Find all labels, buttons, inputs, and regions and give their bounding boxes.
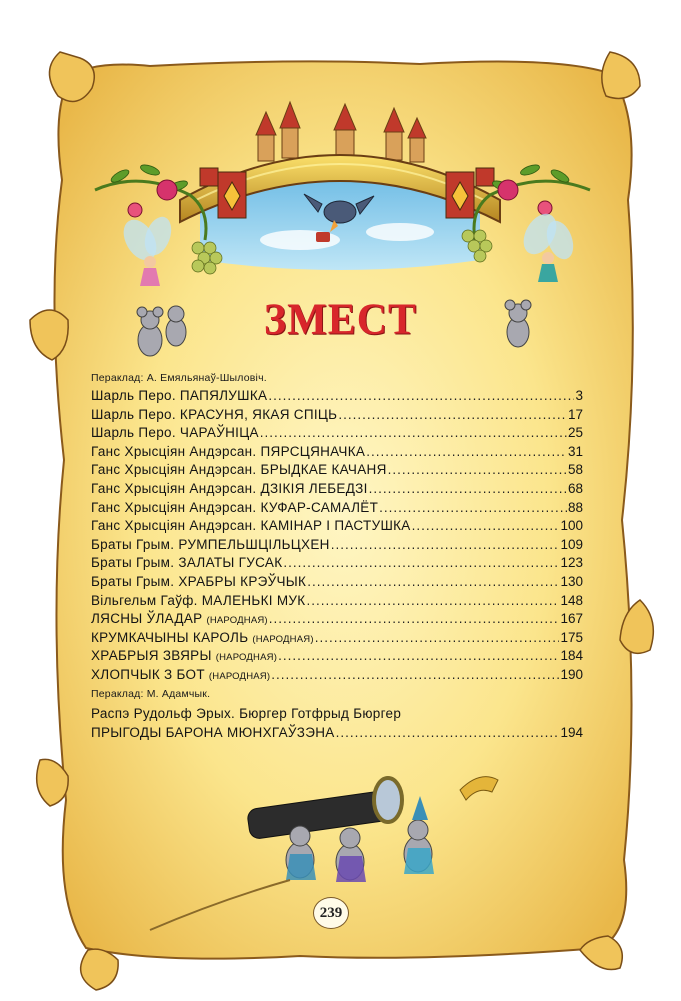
leader-dots — [268, 387, 574, 406]
leader-dots — [260, 424, 567, 443]
page-ref: 68 — [567, 480, 583, 496]
story-title: КРУМКАЧЫНЫ КАРОЛЬ — [91, 629, 249, 645]
story-title: ХЛОПЧЫК З БОТ — [91, 666, 205, 682]
leader-dots — [369, 480, 567, 499]
leader-dots — [366, 443, 567, 462]
translator-credit: Пераклад: А. Емяльянаў-Шыловіч. — [91, 372, 267, 384]
story-title: ПАПЯЛУШКА — [179, 388, 268, 403]
story-title: ХРАБРЫЯ ЗВЯРЫ — [91, 648, 212, 664]
toc-entry[interactable] — [91, 554, 583, 573]
page-ref: 194 — [560, 725, 583, 740]
author-name: Ганс Хрысціян Андэрсан. — [91, 443, 261, 459]
page-ref: 175 — [560, 629, 583, 645]
toc-entry[interactable] — [91, 647, 583, 666]
author-name: Браты Грым. — [91, 573, 179, 589]
page-title: ЗМЕСТ — [263, 295, 418, 345]
toc-entry[interactable] — [91, 424, 583, 443]
author-name: Ганс Хрысціян Андэрсан. — [91, 518, 261, 534]
story-title: МАЛЕНЬКІ МУК — [201, 592, 306, 608]
authors-line: Распэ Рудольф Эрых. Бюргер Готфрыд Бюргер — [91, 706, 402, 721]
story-title: ПРЫГОДЫ БАРОНА МЮНХГАЎЗЭНА — [91, 725, 335, 740]
story-title: РУМПЕЛЬШЦІЛЬЦХЕН — [178, 536, 330, 552]
page-ref: 109 — [560, 536, 583, 552]
page-ref: 148 — [560, 592, 583, 608]
toc-entry[interactable] — [91, 573, 583, 592]
leader-dots — [388, 461, 567, 480]
page-ref: 3 — [575, 388, 583, 403]
leader-dots — [331, 536, 560, 555]
story-title: ДЗІКІЯ ЛЕБЕДЗІ — [260, 480, 368, 496]
toc-entry[interactable] — [91, 592, 583, 611]
page-ref: 31 — [567, 443, 583, 459]
author-name: Ганс Хрысціян Андэрсан. — [91, 480, 261, 496]
author-name: Шарль Перо. — [91, 388, 180, 403]
author-name: Вільгельм Гаўф. — [91, 592, 202, 608]
story-note: (НАРОДНАЯ) — [215, 652, 278, 664]
story-title: КУФАР-САМАЛЁТ — [260, 499, 379, 515]
leader-dots — [307, 573, 559, 592]
story-note: (НАРОДНАЯ) — [206, 615, 268, 627]
toc-entry[interactable] — [91, 480, 583, 499]
page-ref: 190 — [560, 666, 583, 682]
story-title: ХРАБРЫ КРЭЎЧЫК — [178, 573, 307, 589]
page-ref: 88 — [567, 499, 583, 515]
leader-dots — [269, 610, 560, 629]
author-name: Шарль Перо. — [91, 425, 180, 441]
toc-entry[interactable] — [91, 724, 583, 743]
author-name: Ганс Хрысціян Андэрсан. — [91, 499, 261, 515]
page-ref: 100 — [560, 518, 583, 534]
author-name: Ганс Хрысціян Андэрсан. — [91, 462, 261, 478]
toc-section-1 — [91, 372, 583, 685]
leader-dots — [315, 629, 560, 648]
story-title: КАМІНАР І ПАСТУШКА — [260, 518, 411, 534]
toc-section-2 — [91, 688, 583, 743]
toc-list — [91, 387, 583, 685]
author-name: Браты Грым. — [91, 536, 179, 552]
page-ref: 167 — [560, 611, 583, 627]
leader-dots — [306, 592, 559, 611]
leader-dots — [338, 406, 567, 425]
toc-entry[interactable] — [91, 666, 583, 685]
story-title: БРЫДКАЕ КАЧАНЯ — [260, 462, 387, 478]
toc-entry[interactable] — [91, 499, 583, 518]
leader-dots — [379, 499, 567, 518]
toc-entry[interactable] — [91, 517, 583, 536]
page-ref: 184 — [560, 648, 583, 664]
story-title: КРАСУНЯ, ЯКАЯ СПІЦЬ — [179, 406, 338, 422]
leader-dots — [412, 517, 560, 536]
story-note: (НАРОДНАЯ) — [252, 633, 314, 645]
story-title: ЗАЛАТЫ ГУСАК — [178, 555, 283, 571]
toc-entry[interactable] — [91, 610, 583, 629]
page-number: 239 — [313, 897, 349, 929]
author-name: Браты Грым. — [91, 555, 179, 571]
story-note: (НАРОДНАЯ) — [208, 670, 271, 682]
page-ref: 123 — [560, 555, 583, 571]
leader-dots — [278, 647, 559, 666]
story-title: ПЯРСЦЯНАЧКА — [260, 443, 366, 459]
toc-entry[interactable] — [91, 536, 583, 555]
translator-credit: Пераклад: М. Адамчык. — [91, 688, 211, 700]
page-ref: 25 — [567, 425, 583, 441]
story-title: ЛЯСНЫ ЎЛАДАР — [91, 611, 203, 627]
leader-dots — [336, 724, 560, 743]
author-name: Шарль Перо. — [91, 406, 180, 422]
leader-dots — [271, 666, 559, 685]
toc-entry[interactable] — [91, 461, 583, 480]
toc-entry[interactable] — [91, 406, 583, 425]
leader-dots — [283, 554, 559, 573]
toc-entry[interactable] — [91, 443, 583, 462]
story-title: ЧАРАЎНІЦА — [179, 425, 259, 441]
toc-entry[interactable] — [91, 387, 583, 406]
toc-entry[interactable] — [91, 629, 583, 648]
page-ref: 58 — [567, 462, 583, 478]
page-ref: 130 — [560, 573, 583, 589]
page-ref: 17 — [567, 406, 583, 422]
